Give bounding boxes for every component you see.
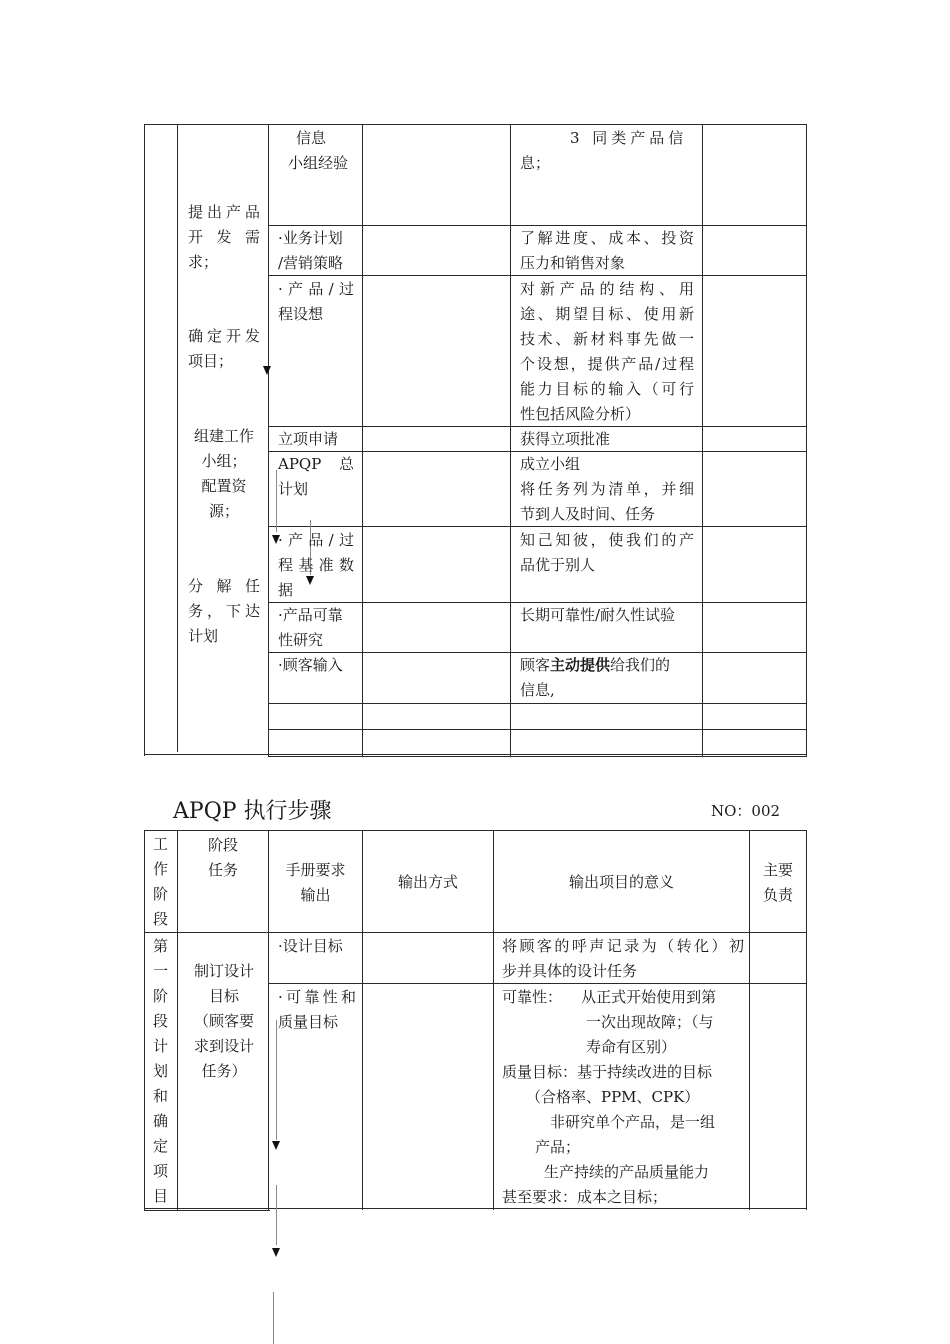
row-meaning-product-concept: 对新产品的结构、用 途、期望目标、使用新 技术、新材料事先做一 个设想，提供产品/过程 能力目标的输入（可行 性包括风险分析）: [520, 280, 694, 423]
row-input-reliability-study: ·产品可靠 性研究: [278, 606, 343, 649]
task-label: 制订设计 目标 （顾客要 求到设计 任务）: [193, 962, 254, 1080]
stage-item-product-need: 提出产品 开 发 需 求；: [188, 203, 260, 271]
row-meaning-project-application: 获得立项批准: [520, 430, 611, 448]
flow-line: [276, 1185, 277, 1245]
stage-item-split-tasks: 分 解 任 务，下达 计划: [188, 577, 260, 645]
row-meaning-apqp-plan: 成立小组 将任务列为清单，并细 节到人及时间、任务: [520, 455, 694, 523]
row-meaning-benchmark-data: 知己知彼，使我们的产 品优于别人: [520, 531, 694, 574]
header-task: 阶段 任务: [207, 836, 238, 879]
flow-line: [273, 1292, 274, 1344]
flow-arrow-icon: [272, 1141, 280, 1150]
flow-arrow-icon: [263, 366, 271, 375]
row-input-reliability-quality: ·可靠性和 质量目标: [278, 988, 356, 1031]
document-number: NO：002: [711, 802, 781, 820]
flow-line: [276, 470, 277, 532]
row-meaning-business-plan: 了解进度、成本、投资 压力和销售对象: [520, 229, 694, 272]
row-meaning-reliability-quality: 可靠性： 从正式开始使用到第 一次出现故障；（与 寿命有区别） 质量目标：基于持续改进的目标 （合格率、PPM、CPK） 非研究单个产品，是一组 产品； 生产持续的产品质量能力 甚至要求：成本之目标；: [502, 988, 717, 1206]
row-input-business-plan: ·业务计划 /营销策略: [278, 229, 344, 272]
stage-item-build-team: 组建工作 小组； 配置资 源；: [193, 427, 254, 520]
flow-line: [276, 1020, 277, 1140]
row-meaning-design-goal: 将顾客的呼声记录为（转化）初 步并具体的设计任务: [502, 937, 744, 980]
row-meaning-info: 3 同类产品信 息；: [520, 129, 688, 172]
header-output-method: 输出方式: [397, 873, 458, 891]
row-input-product-concept: ·产品/过 程设想: [278, 280, 354, 323]
row-meaning-reliability-study: 长期可靠性/耐久性试验: [520, 606, 676, 624]
row-input-info: 信息 小组经验: [288, 129, 349, 172]
stage-label: 第 一 阶 段 计 划 和 确 定 项 目: [152, 937, 168, 1205]
row-input-benchmark-data: ·产品/过 程基准数 据: [278, 531, 354, 599]
row-input-apqp-plan: APQP 总 计划: [278, 455, 354, 498]
page-title: APQP 执行步骤: [173, 799, 332, 824]
stage-item-confirm-project: 确定开发 项目；: [188, 327, 260, 370]
flow-arrow-icon: [272, 1248, 280, 1257]
row-input-design-goal: ·设计目标: [278, 937, 343, 955]
header-owner: 主要 负责: [762, 861, 793, 904]
header-meaning: 输出项目的意义: [568, 873, 674, 891]
row-input-customer-input: ·顾客输入: [278, 656, 343, 674]
header-stage: 工 作 阶 段: [152, 835, 168, 928]
row-meaning-customer-input: 顾客主动提供给我们的 信息,: [520, 656, 671, 699]
header-manual-output: 手册要求 输出: [285, 861, 346, 904]
row-input-project-application: 立项申请: [278, 430, 339, 448]
